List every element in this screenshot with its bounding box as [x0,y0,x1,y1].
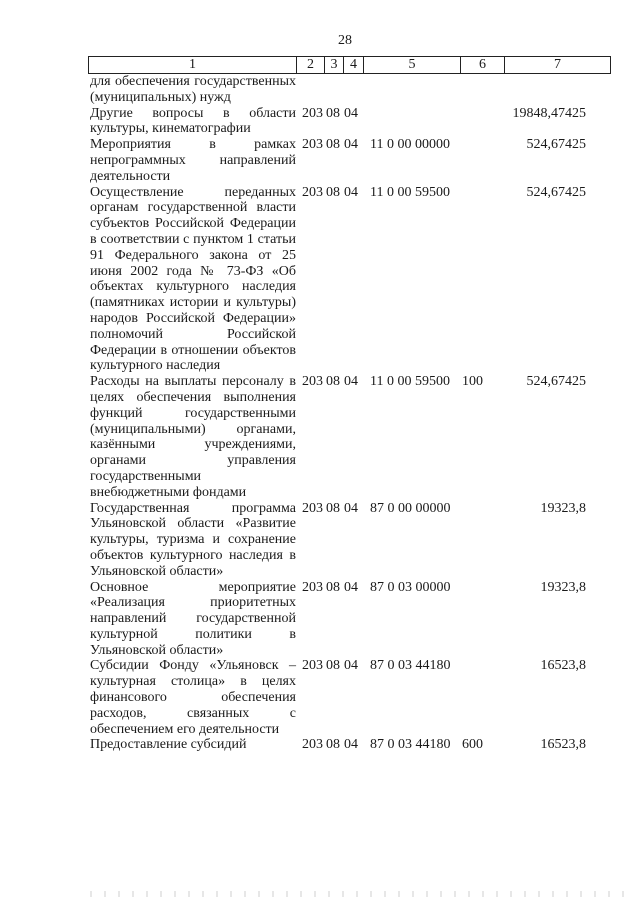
row-amount: 19323,8 [540,579,586,595]
row-target-article: 87 0 03 44180 [370,658,451,674]
row-target-article: 87 0 03 00000 [370,579,451,595]
row-name: для обеспечения государственных (муниципальных) нужд [90,74,296,105]
row-subsection-code [344,74,366,106]
row-name: Мероприятия в рамках непрограммных направлений деятельности [90,137,296,184]
row-subsection-code: 04 [344,184,358,200]
row-expense-type [460,658,496,737]
row-subsection-code: 04 [344,658,358,674]
row-amount: 524,67425 [526,184,586,200]
row-target-article: 87 0 00 00000 [370,500,451,516]
row-expense-type: 600 [462,737,483,753]
row-ministry-code: 203 [302,737,323,753]
row-ministry-code: 203 [302,105,323,121]
row-target-article: 11 0 00 59500 [370,374,450,390]
row-ministry-code: 203 [302,137,323,153]
table-row [90,106,610,138]
row-name: Расходы на выплаты персоналу в целях обеспечения выполнения функций государственными (муниципальными) органами, казёнными учреждениями, органами управления государственными внебюджетными фондами [90,374,296,500]
header-col-3: 3 [325,57,344,74]
header-col-6: 6 [461,57,505,74]
row-amount: 16523,8 [540,658,586,674]
row-section-code: 08 [326,184,340,200]
row-section-code: 08 [326,737,340,753]
table-body [90,74,610,753]
row-amount: 19323,8 [540,500,586,516]
row-subsection-code: 04 [344,374,358,390]
table-row [90,737,610,753]
row-subsection-code: 04 [344,105,358,121]
table-row [90,185,610,375]
row-ministry-code: 203 [302,658,323,674]
row-expense-type [460,185,496,375]
row-section-code: 08 [326,374,340,390]
row-subsection-code: 04 [344,579,358,595]
row-subsection-code: 04 [344,737,358,753]
row-section-code: 08 [326,105,340,121]
row-amount: 524,67425 [526,137,586,153]
row-ministry-code [296,74,326,106]
row-section-code: 08 [326,579,340,595]
row-subsection-code: 04 [344,500,358,516]
row-expense-type [460,137,496,184]
row-amount: 524,67425 [526,374,586,390]
row-target-article [366,106,460,138]
row-ministry-code: 203 [302,374,323,390]
row-name: Предоставление субсидий [90,737,247,753]
row-section-code: 08 [326,658,340,674]
row-expense-type [460,580,496,659]
row-name: Субсидии Фонду «Ульяновск – культурная столица» в целях финансового обеспечения расходов, связанных с обеспечением его деятельности [90,658,296,737]
row-name: Другие вопросы в области культуры, кинематографии [90,105,296,137]
header-col-4: 4 [344,57,364,74]
row-amount: 16523,8 [540,737,586,753]
header-col-7: 7 [505,57,611,74]
row-ministry-code: 203 [302,500,323,516]
row-target-article: 87 0 03 44180 [370,737,451,753]
table-row [90,74,610,106]
row-ministry-code: 203 [302,579,323,595]
table-row [90,374,610,500]
row-target-article: 11 0 00 59500 [370,184,450,200]
scan-artifact [90,891,630,897]
table-row [90,137,610,184]
header-col-5: 5 [364,57,461,74]
row-section-code: 08 [326,500,340,516]
page-number: 28 [338,33,352,48]
header-col-1: 1 [89,57,297,74]
row-expense-type [460,106,496,138]
row-name: Основное мероприятие «Реализация приоритетных направлений государственной культурной политики в Ульяновской области» [90,579,296,658]
row-expense-type [460,74,496,106]
row-target-article: 11 0 00 00000 [370,137,450,153]
header-col-2: 2 [297,57,325,74]
row-subsection-code: 04 [344,137,358,153]
row-amount [496,74,590,106]
table-row [90,658,610,737]
row-expense-type [460,501,496,580]
row-ministry-code: 203 [302,184,323,200]
row-section-code [326,74,344,106]
row-name: Осуществление переданных органам государственной власти субъектов Российской Федерации в соответствии с пунктом 1 статьи 91 Федерального закона от 25 июня 2002 года № 73-ФЗ «Об объектах культурного наследия (памятниках истории и культуры) народов Российской Федерации» полномочий Российской Федерации в отношении объектов культурного наследия [90,184,296,374]
table-row [90,501,610,580]
table-header [88,56,611,74]
row-amount: 19848,47425 [512,105,586,121]
row-name: Государственная программа Ульяновской области «Развитие культуры, туризма и сохранение объектов культурного наследия в Ульяновской области» [90,500,296,579]
row-target-article [366,74,460,106]
row-expense-type: 100 [462,374,483,390]
row-section-code: 08 [326,137,340,153]
table-row [90,580,610,659]
